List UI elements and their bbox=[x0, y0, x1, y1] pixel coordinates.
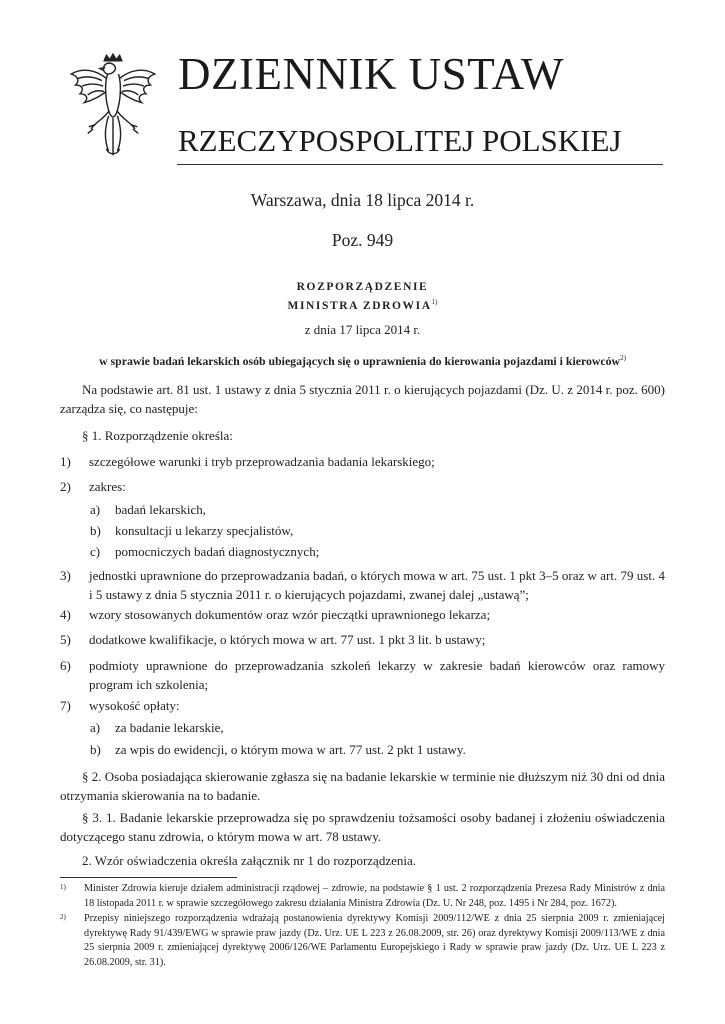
footnote-mark: 1) bbox=[60, 883, 66, 891]
publication-date: Warszawa, dnia 18 lipca 2014 r. bbox=[250, 190, 475, 210]
journal-title: DZIENNIK USTAW bbox=[178, 49, 564, 99]
polish-eagle-emblem-icon bbox=[58, 52, 168, 162]
masthead-divider bbox=[177, 164, 663, 165]
section-2-paragraph: § 2. Osoba posiadająca skierowanie zgłasza się na badanie lekarskie w terminie nie dłuższym niż 30 dni od dnia otrzymania skierowania na to badanie. bbox=[60, 769, 666, 803]
section-3-paragraph-1: § 3. 1. Badanie lekarskie przeprowadza się po sprawdzeniu tożsamości osoby badanej i złożeniu oświadczenia dotyczącego stanu zdrowia, o którym mowa w art. 78 ustawy. bbox=[60, 810, 665, 844]
footnote-text: Przepisy niniejszego rozporządzenia wdrażają postanowienia dyrektywy Komisji 2009/112/WE z dnia 25 sierpnia 2009 r. zmieniającej dyrektywę Rady 91/439/EWG w sprawie praw jazdy (Dz. Urz. UE L 223 z 26.08.2009, str. 26) oraz dyrektywy Komisji 2009/113/WE z dnia 25 sierpnia 2009 r. zmieniającej dyrektywę 2006/126/WE Parlamentu Europejskiego i Rady w sprawie praw jazdy (Dz. Urz. UE L 223 z 26.08.2009, str. 31). bbox=[84, 913, 665, 968]
section-3-paragraph-2: 2. Wzór oświadczenia określa załącznik nr 1 do rozporządzenia. bbox=[82, 853, 416, 868]
act-issued-date: z dnia 17 lipca 2014 r. bbox=[304, 322, 421, 337]
act-subject: w sprawie badań lekarskich osób ubiegających się o uprawnienia do kierowania pojazdami i kierowców$^{2)}$ bbox=[99, 354, 626, 368]
journal-subtitle: RZECZYPOSPOLITEJ POLSKIEJ bbox=[178, 123, 622, 158]
footnote-text: Minister Zdrowia kieruje działem administracji rządowej – zdrowie, na podstawie § 1 ust. 2 rozporządzenia Prezesa Rady Ministrów z dnia 18 listopada 2011 r. w sprawie szczegółowego zakresu działania Ministra Zdrowia (Dz. U. Nr 248, poz. 1495 i Nr 284, poz. 1672). bbox=[84, 883, 665, 909]
footnote-ref: 2) bbox=[620, 354, 626, 362]
footnote-divider bbox=[60, 877, 237, 878]
legal-basis-paragraph: Na podstawie art. 81 ust. 1 ustawy z dnia 5 stycznia 2011 r. o kierujących pojazdami (Dz. U. z 2014 r. poz. 600) zarządza się, co następuje: bbox=[60, 382, 665, 416]
act-issuer: MINISTRA ZDROWIA$^{1)}$ bbox=[287, 298, 438, 312]
footnote-ref: 1) bbox=[431, 298, 438, 306]
position-number: Poz. 949 bbox=[331, 230, 394, 250]
act-type: ROZPORZĄDZENIE bbox=[296, 281, 429, 293]
document-page: DZIENNIK USTAW RZECZYPOSPOLITEJ POLSKIEJ Warszawa, dnia 18 lipca 2014 r. Poz. 949 ROZPORZĄDZENIE MINISTRA ZDROWIA$^{1)}$ z dnia 17 lipca 2014 r. w sprawie badań lekarskich osób ubiegających się o uprawnienia do kierowania pojazdami i kierowców$^{2)}$ Na podstawie art. 81 ust. 1 ustawy z dnia 5 stycznia 2011 r. o kierujących pojazdami (Dz. U. z 2014 r. poz. 600) zarządza się, co następuje: § 1. Rozporządzenie określa: 1) szczegółowe warunki i tryb przeprowadzania badania lekarskiego; 2) zakres: a) badań lekarskich, b) konsultacji u lekarzy specjalistów, c) pomocniczych badań diagnostycznych; 3) jednostki uprawnione do przeprowadzania badań, o których mowa w art. 75 ust. 1 pkt 3–5 oraz w art. 79 ust. 4 i 5 ustawy z dnia 5 stycznia 2011 r. o kierujących pojazdami, zwanej dalej „ustawą”; 4) wzory stosowanych dokumentów oraz wzór pieczątki uprawnionego lekarza; 5) dodatkowe kwalifikacje, o których mowa w art. 77 ust. 1 pkt 3 lit. b ustawy; 6) podmioty uprawnione do przeprowadzania szkoleń lekarzy w zakresie badań kierowców oraz ramowy program ich szkolenia; 7) wysokość opłaty: a) za badanie lekarskie, b) za wpis do ewidencji, o którym mowa w art. 77 ust. 2 pkt 1 ustawy. § 2. Osoba posiadająca skierowanie zgłasza się na badanie lekarskie w terminie nie dłuższym niż 30 dni od dnia otrzymania skierowania na to badanie. § 3. 1. Badanie lekarskie przeprowadza się po sprawdzeniu tożsamości osoby badanej i złożeniu oświadczenia dotyczącego stanu zdrowia, o którym mowa w art. 78 ustawy. 2. Wzór oświadczenia określa załącznik nr 1 do rozporządzenia. 1) Minister Zdrowia kieruje działem administracji rządowej – zdrowie, na podstawie § 1 ust. 2 rozporządzenia Prezesa Rady Ministrów z dnia 18 listopada 2011 r. w sprawie szczegółowego zakresu działania Ministra Zdrowia (Dz. U. Nr 248, poz. 1495 i Nr 284, poz. 1672). 2) Przepisy niniejszego rozporządzenia wdrażają postanowienia dyrektywy Komisji 2009/112/WE z dnia 25 sierpnia 2009 r. zmieniającej dyrektywę Rady 91/439/EWG w sprawie praw jazdy (Dz. Urz. UE L 223 z 26.08.2009, str. 26) oraz dyrektywy Komisji 2009/113/WE z dnia 25 sierpnia 2009 r. zmieniającej dyrektywę 2006/126/WE Parlamentu Europejskiego i Rady w sprawie praw jazdy (Dz. Urz. UE L 223 z 26.08.2009, str. 31). bbox=[0, 0, 725, 1024]
footnote-mark: 2) bbox=[60, 913, 66, 921]
section-1-lead: § 1. Rozporządzenie określa: bbox=[82, 428, 233, 443]
